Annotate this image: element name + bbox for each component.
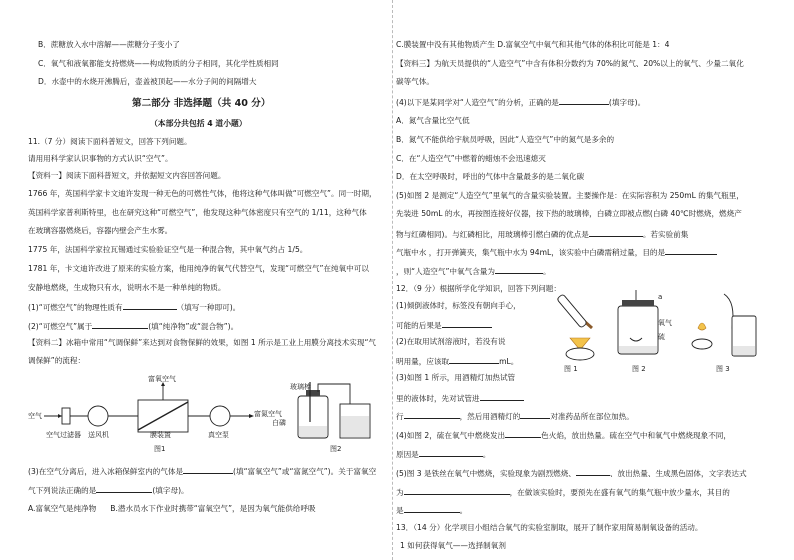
question-3-text-end: (填“富氧空气”或“富氮空气”)。关于富氧空 [233, 467, 377, 476]
q4-option-c: C．在“人造空气”中燃着的蜡烛不会迅速熄灭 [396, 154, 546, 163]
q12-3-text3-end: 对准药品所在部位加热。 [550, 412, 634, 421]
answer-blank[interactable] [520, 411, 550, 419]
question-3-line1 [28, 466, 376, 476]
q12-3-line1: (3)如图 1 所示，用酒精灯加热试管 [396, 373, 516, 382]
fig2-label-oxygen: 氧气 [658, 319, 672, 327]
sulfur-burning-figure [618, 290, 658, 354]
q12-5-text3: 是 [396, 506, 404, 515]
fig2-label-glass-rod: 玻璃棒 [290, 383, 311, 391]
q12-5-text2: 为 [396, 488, 404, 497]
question-3-text: (3)在空气分离后，进入冰箱保鲜室内的气体是 [28, 467, 184, 476]
fig2-label-a: a [658, 293, 663, 301]
question-4-text: (4)以下是某同学对“人造空气”的分析，正确的是 [396, 98, 559, 107]
answer-blank[interactable] [404, 411, 460, 419]
q12-4-line1 [396, 430, 731, 440]
question-5-text4: 气瓶中水 ，打开弹簧夹，集气瓶中水为 94mL，该实验中白磷需稍过量，目的是 [396, 248, 666, 257]
answer-blank[interactable] [505, 430, 541, 438]
question-5-text3: 物与红磷相同)。与红磷相比，用玻璃棒引燃白磷的优点是 [396, 230, 589, 239]
q12-2-unit: mL。 [499, 357, 519, 366]
answer-blank[interactable] [419, 449, 483, 457]
q12-4-text2: 原因是 [396, 450, 419, 459]
jar-water [619, 346, 657, 353]
q12-3-text2: 里的液体时，先对试管进 [396, 394, 480, 403]
answer-blank[interactable] [442, 320, 492, 328]
fig1-label-membrane: 膜装置 [150, 431, 171, 439]
question-5-line5: ，则“人造空气”中氧气含量为 。 [396, 267, 551, 276]
q4-option-d: D．在太空呼吸时，呼出的气体中含量最多的是二氧化碳 [396, 172, 585, 181]
fig2-caption: 图2 [330, 445, 342, 453]
question-5-line3 [396, 229, 688, 239]
q4-option-a: A．氮气含量比空气低 [396, 116, 470, 125]
question-5-line4 [396, 247, 717, 257]
answer-blank[interactable] [665, 247, 717, 255]
bottle-water [299, 426, 327, 437]
right-column [396, 0, 768, 560]
section-subtitle: （本部分共包括 4 道小题） [150, 119, 247, 128]
fig2-label-white-phosphorus: 白磷 [272, 419, 286, 427]
paragraph3-line2: 安静地燃烧，生成物只有水，说明水不是一种单纯的物质。 [28, 283, 226, 292]
answer-blank[interactable] [559, 97, 609, 105]
question-5-line2: 先装进 50mL 的水，再按图连接好仪器，按下热的玻璃棒，白磷立即被点燃(白磷 40℃时燃烧，燃烧产 [396, 209, 742, 218]
paragraph1-line2: 英国科学家普利斯特里，也在研究这种“可燃空气”，他发现这种气体密度只有空气的 1/11，这种气体 [28, 208, 367, 217]
question-3-text2-end: (填字母)。 [152, 486, 189, 495]
q12-2-line1: (2)在取用试剂溶液时，若没有说 [396, 337, 506, 346]
question-3-options [28, 505, 316, 513]
q12-1-text: 可能的后果是 [396, 321, 442, 330]
question-1-text: (1)“可燃空气”的物理性质有 [28, 303, 123, 312]
answer-blank[interactable] [123, 302, 177, 310]
fig1-label-filter: 空气过滤器 [46, 431, 81, 439]
answer-blank[interactable] [480, 393, 524, 401]
q12-2-text: 明用量，应该取 [396, 357, 450, 366]
iron-jar-water [733, 346, 755, 355]
left-column [28, 0, 390, 560]
option-d-line: D．水壶中的水烧开沸腾后，壶盖被顶起——水分子间的间隔增大 [38, 77, 257, 86]
answer-blank[interactable] [404, 505, 460, 513]
question-2-text: (2)“可燃空气”属于 [28, 322, 93, 331]
question-2-end: (填“纯净物”或“混合物”)。 [148, 322, 239, 331]
question-1-end: （填写一种即可)。 [176, 303, 241, 312]
jar-lid [622, 300, 654, 306]
paragraph2: 1775 年，法国科学家拉瓦锡通过实验验证空气是一种混合物，其中氧气约占 1/5。 [28, 245, 308, 254]
q12-figures [548, 288, 762, 364]
q13-head: 13．（14 分）化学项目小组结合氧气的实验室制取，展开了制作家用简易制氧设备的活动。 [396, 523, 703, 532]
q12-3-line2 [396, 393, 524, 403]
answer-blank[interactable] [96, 485, 152, 493]
fig1-label-vacuum: 真空泵 [208, 431, 229, 439]
q12-1-line1: (1)倾倒液体时，标签没有朝向手心， [396, 301, 521, 310]
section-title: 第二部分 非选择题（共 40 分） [132, 98, 271, 109]
option-b: B.潜水员水下作业时携带“富氧空气”，是因为氧气能供给呼吸 [110, 504, 316, 513]
paragraph3-line1: 1781 年，卡文迪许改进了原来的实验方案，他用纯净的氧气代替空气，发现“可燃空气”在纯氧中可以 [28, 264, 369, 273]
fig1-caption-right: 图 1 [564, 365, 578, 373]
option-c-line: C．氧气和液氧都能支持燃烧——构成物质的分子相同，其化学性质相同 [38, 59, 279, 68]
q12-4-text-end: 色火焰，放出热量。硫在空气中和氧气中燃烧现象不同， [541, 431, 731, 440]
q13-sub: 1 如何获得氧气——选择制氧剂 [400, 541, 506, 550]
test-tube-heating-figure [557, 294, 594, 360]
material3-line2: 碳等气体。 [396, 77, 434, 86]
q12-5-text-mid: 、放出热量、生成黑色固体，文字表达式 [609, 469, 747, 478]
fig3-caption-right: 图 3 [716, 365, 730, 373]
answer-blank[interactable] [495, 266, 543, 274]
q12-5-line2 [396, 487, 730, 497]
q12-5-line1 [396, 468, 747, 478]
fig1-label-nitrogen-rich: 富氮空气 [254, 410, 282, 418]
q12-5-text2-end: ，在做该实验时，要预先在盛有氧气的集气瓶中放少量水，其目的 [509, 488, 730, 497]
question-1 [28, 302, 240, 312]
fig1-label-blower: 送风机 [88, 431, 109, 439]
question-2 [28, 321, 238, 331]
q12-2-line2 [396, 356, 518, 366]
wire-flame [698, 323, 706, 330]
q11-intro2: 请用用科学家认识事物的方式认识“空气”。 [28, 154, 173, 163]
column-divider [392, 0, 393, 560]
beaker-water [341, 416, 369, 437]
question-5-text3-end: 。若实验前集 [642, 230, 689, 239]
q12-3-line3 [396, 411, 634, 421]
blower [88, 406, 108, 426]
q12-3-text3: 行 [396, 412, 404, 421]
material2-line2: 调保鲜”的流程： [28, 356, 86, 365]
fig1-label-oxygen-rich: 富氧空气 [148, 375, 176, 383]
alcohol-lamp [566, 348, 594, 360]
lamp [692, 339, 712, 349]
option-b-line: B．蔗糖放入水中溶解——蔗糖分子变小了 [38, 40, 180, 49]
fig2-label-sulfur: 硫 [658, 333, 665, 341]
question-3-line2 [28, 485, 189, 495]
air-inlet [44, 414, 62, 418]
options-c-d: C.膜装置中没有其他物质产生 D.富氧空气中氧气和其他气体的体积比可能是 1：4 [396, 40, 670, 49]
question-5-text5: ，则“人造空气”中氧气含量为 [396, 267, 495, 276]
q12-3-text3-mid: ，然后用酒精灯的 [459, 412, 521, 421]
figure-2-apparatus [290, 382, 390, 442]
air-filter [62, 408, 70, 424]
q4-option-b: B．氮气不能供给宇航员呼吸，因此“人造空气”中的氮气是多余的 [396, 135, 615, 144]
q12-5-text: (5)图 3 是铁丝在氧气中燃烧，实验现象为剧烈燃烧、 [396, 469, 576, 478]
answer-blank[interactable] [183, 466, 233, 474]
answer-blank[interactable] [449, 356, 499, 364]
q12-4-text: (4)如图 2，硫在氧气中燃烧发出 [396, 431, 506, 440]
answer-blank[interactable] [576, 468, 610, 476]
answer-blank[interactable] [404, 487, 510, 495]
test-tube [557, 294, 588, 328]
answer-blank[interactable] [589, 229, 643, 237]
paragraph1-line3: 在玻璃容器燃烧后，容器内壁会产生水雾。 [28, 226, 173, 235]
material2-line1: 【资料二】冰箱中常用“气调保鲜”来达到对食物保鲜的效果，如图 1 所示是工业上用膜分离技术实现“气 [28, 338, 376, 347]
q11-intro: 11.（7 分）阅读下面科普短文，回答下列问题。 [28, 137, 192, 146]
q12-4-line2: 原因是 。 [396, 450, 491, 459]
fig1-caption: 图1 [154, 445, 166, 453]
question-4 [396, 97, 645, 107]
material1-head: 【资料一】阅读下面科普短文，并依据短文内容回答问题。 [28, 171, 226, 180]
q12-5-line3: 是 。 [396, 506, 468, 515]
fig1-label-air: 空气 [28, 412, 42, 420]
material3-line1: 【资料三】为航天员提供的“人造空气”中含有体积分数约为 70%的氮气、20%以上的氧气、少量二氧化 [396, 59, 744, 68]
q12-1-line2 [396, 320, 492, 330]
paragraph1-line1: 1766 年，英国科学家卡文迪许发现一种无色的可燃性气体，他将这种气体叫做“可燃空气”。同一时期， [28, 189, 377, 198]
vacuum-pump [210, 406, 230, 426]
question-5-line1: (5)如图 2 是测定“人造空气”里氧气的含量实验装置。主要操作是：在实际容积为 250mL 的集气瓶里， [396, 191, 744, 200]
fig2-caption-right: 图 2 [632, 365, 646, 373]
option-a: A.富氧空气是纯净物 [28, 504, 97, 513]
answer-blank[interactable] [92, 321, 148, 329]
q12-head: 12．（9 分）根据所学化学知识，回答下列问题： [396, 284, 561, 293]
iron-wire-figure [692, 294, 756, 356]
question-3-text2: 气下列说法正确的是 [28, 486, 97, 495]
question-4-end: (填字母)。 [608, 98, 646, 107]
